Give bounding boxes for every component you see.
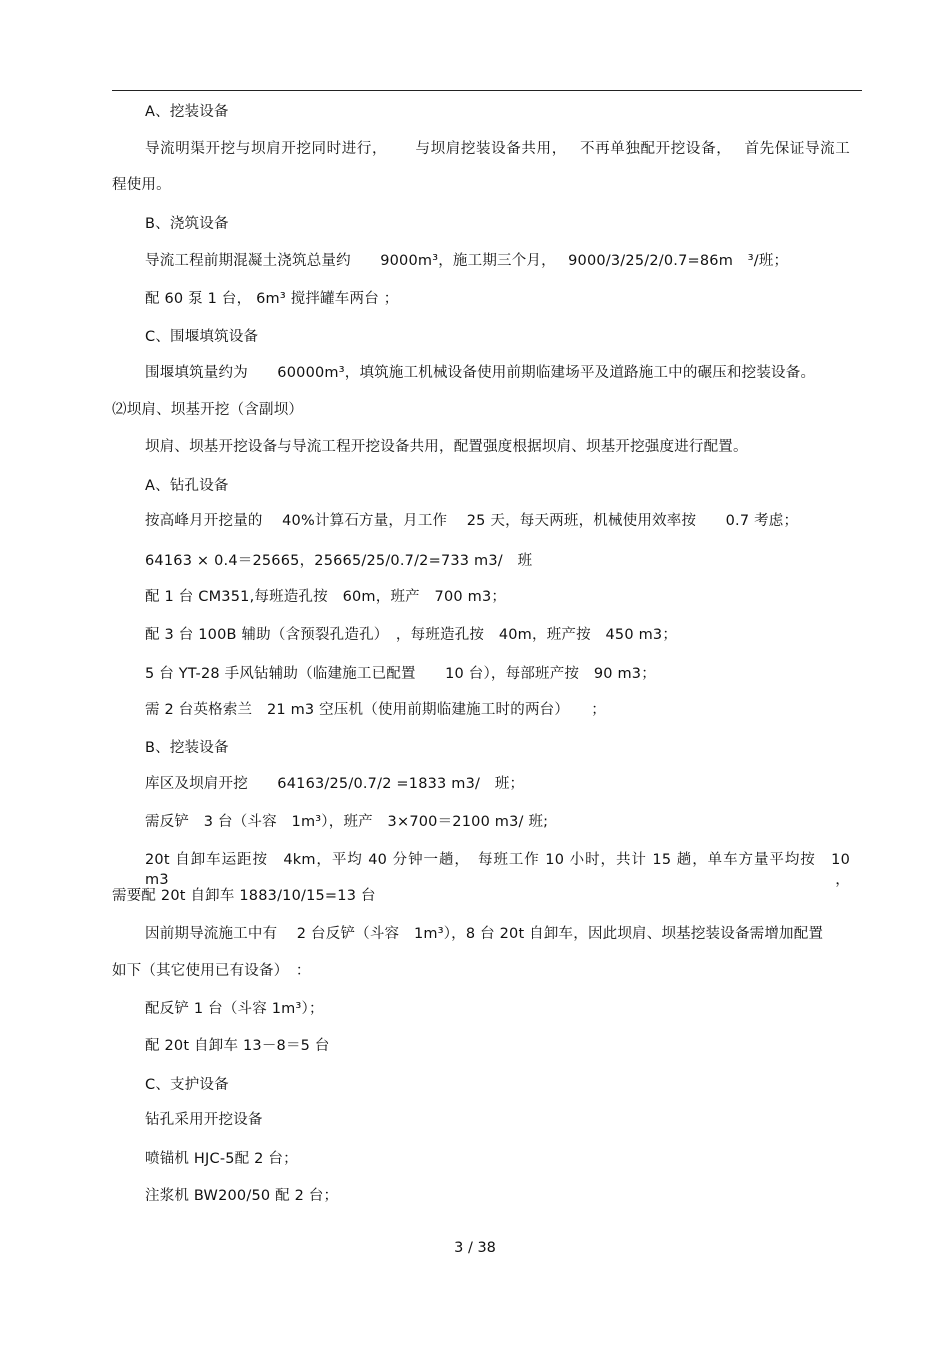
section-heading: C、围堰填筑设备	[145, 329, 259, 345]
paragraph-line: 注浆机 BW200/50 配 2 台；	[145, 1188, 339, 1204]
section-heading: B、挖装设备	[145, 740, 229, 756]
paragraph-line: 如下（其它使用已有设备） ：	[112, 963, 311, 979]
paragraph-line: 按高峰月开挖量的 40%计算石方量，月工作 25 天，每天两班，机械使用效率按 0.7 考虑；	[145, 513, 799, 529]
paragraph-line: 坝肩、坝基开挖设备与导流工程开挖设备共用，配置强度根据坝肩、坝基开挖强度进行配置。	[145, 439, 748, 455]
section-heading: C、支护设备	[145, 1077, 229, 1093]
paragraph-line: 配反铲 1 台（斗容 1m³）；	[145, 1001, 324, 1017]
paragraph-line: 因前期导流施工中有 2 台反铲（斗容 1m³），8 台 20t 自卸车，因此坝肩、坝基挖装设备需增加配置	[145, 926, 824, 942]
paragraph-line: 喷锚机 HJC-5配 2 台；	[145, 1151, 298, 1167]
paragraph-line: 需反铲 3 台（斗容 1m³），班产 3×700＝2100 m3/ 班;	[145, 814, 549, 830]
section-heading: B、浇筑设备	[145, 216, 229, 232]
paragraph-line: 围堰填筑量约为 60000m³，填筑施工机械设备使用前期临建场平及道路施工中的碾压和挖装设备。	[145, 365, 816, 381]
paragraph-line: 程使用。	[112, 177, 171, 193]
section-heading: A、挖装设备	[145, 104, 229, 120]
paragraph-line: 配 3 台 100B 辅助（含预裂孔造孔） ，每班造孔按 40m，班产按 450 m3；	[145, 627, 678, 643]
paragraph-line: 导流工程前期混凝土浇筑总量约 9000m³，施工期三个月， 9000/3/25/2/0.7=86m ³/班；	[145, 253, 789, 269]
paragraph-line: 配 1 台 CM351,每班造孔按 60m，班产 700 m3；	[145, 589, 507, 605]
paragraph-line: 导流明渠开挖与坝肩开挖同时进行， 与坝肩挖装设备共用， 不再单独配开挖设备， 首先保证导流工	[145, 141, 850, 157]
paragraph-line: 5 台 YT-28 手风钻辅助（临建施工已配置 10 台），每部班产按 90 m3；	[145, 666, 656, 682]
paragraph-line: 配 20t 自卸车 13－8＝5 台	[145, 1038, 330, 1054]
subsection-heading: ⑵坝肩、坝基开挖（含副坝）	[112, 402, 304, 418]
paragraph-line: 库区及坝肩开挖 64163/25/0.7/2 =1833 m3/ 班；	[145, 776, 525, 792]
paragraph-line: 钻孔采用开挖设备	[145, 1112, 263, 1128]
paragraph-line: 需 2 台英格索兰 21 m3 空压机（使用前期临建施工时的两台） ；	[145, 702, 606, 718]
page-indicator: 3 / 38	[454, 1240, 496, 1256]
paragraph-line: 64163 × 0.4＝25665，25665/25/0.7/2=733 m3/ 班	[145, 553, 533, 569]
header-rule	[112, 90, 862, 91]
paragraph-line: 20t 自卸车运距按 4km，平均 40 分钟一趟， 每班工作 10 小时，共计 15 趟，单车方量平均按 10 m3，	[145, 852, 850, 888]
paragraph-line: 需要配 20t 自卸车 1883/10/15=13 台	[112, 888, 376, 904]
paragraph-line: 配 60 泵 1 台， 6m³ 搅拌罐车两台 ；	[145, 291, 399, 307]
section-heading: A、钻孔设备	[145, 478, 229, 494]
